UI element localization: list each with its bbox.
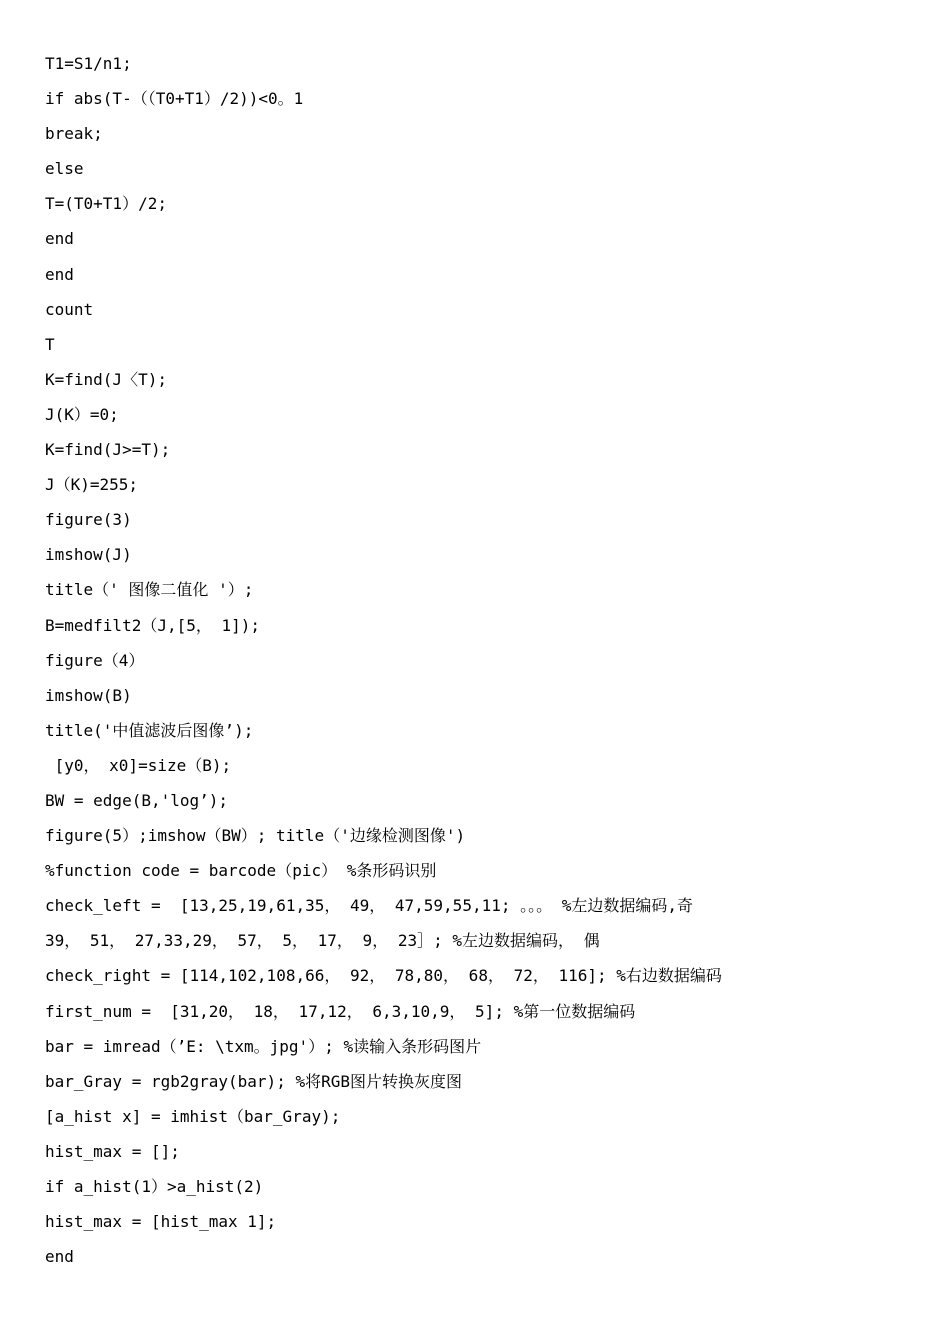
code-line: else: [45, 159, 84, 179]
code-line: K=find(J>=T);: [45, 440, 171, 460]
code-line: end: [45, 264, 74, 284]
code-line: J(K）=0;: [45, 404, 119, 424]
code-line: bar = imread（’E: \txm。jpg'）; %读输入条形码图片: [45, 1036, 482, 1056]
code-line: end: [45, 1247, 74, 1267]
code-line: imshow(B): [45, 685, 132, 705]
code-line: first_num = [31,20， 18， 17,12， 6,3,10,9， 5]; %第一位数据编码: [45, 1001, 636, 1021]
code-line: 39， 51， 27,33,29， 57， 5， 17， 9， 23］; %左边数据编码， 偶: [45, 931, 600, 951]
code-line: end: [45, 229, 74, 249]
code-line: figure(5）;imshow（BW）; title（'边缘检测图像'): [45, 826, 466, 846]
code-line: if abs(T-（（T0+T1）/2))<0。1: [45, 89, 304, 109]
code-line: title（' 图像二值化 '）;: [45, 580, 254, 600]
code-line: K=find(J〈T);: [45, 369, 167, 389]
code-line: if a_hist(1）>a_hist(2): [45, 1177, 264, 1196]
code-line: J（K)=255;: [45, 475, 139, 495]
code-listing: [45, 52, 722, 1280]
code-line: BW = edge(B,'log’);: [45, 790, 229, 810]
code-line: figure（4）: [45, 650, 145, 670]
code-line: imshow(J): [45, 545, 132, 565]
code-line: check_left = [13,25,19,61,35， 49， 47,59,55,11; 。。。 %左边数据编码,奇: [45, 896, 694, 916]
code-line: hist_max = [];: [45, 1141, 180, 1161]
code-line: bar_Gray = rgb2gray(bar); %将RGB图片转换灰度图: [45, 1071, 462, 1091]
code-line: %function code = barcode（pic） %条形码识别: [45, 861, 437, 881]
code-line: B=medfilt2（J,[5， 1]);: [45, 615, 261, 635]
code-line: break;: [45, 124, 103, 144]
code-line: hist_max = [hist_max 1];: [45, 1212, 277, 1232]
code-line: [y0， x0]=size（B);: [45, 755, 232, 775]
code-line: check_right = [114,102,108,66， 92， 78,80， 68， 72， 116]; %右边数据编码: [45, 966, 722, 986]
code-line: figure(3): [45, 510, 132, 530]
code-line: T1=S1/n1;: [45, 54, 132, 73]
code-line: [a_hist x] = imhist（bar_Gray);: [45, 1106, 341, 1126]
code-line: T: [45, 334, 55, 354]
code-line: count: [45, 299, 94, 319]
code-line: T=(T0+T1）/2;: [45, 194, 167, 214]
code-line: title('中值滤波后图像’);: [45, 720, 254, 740]
